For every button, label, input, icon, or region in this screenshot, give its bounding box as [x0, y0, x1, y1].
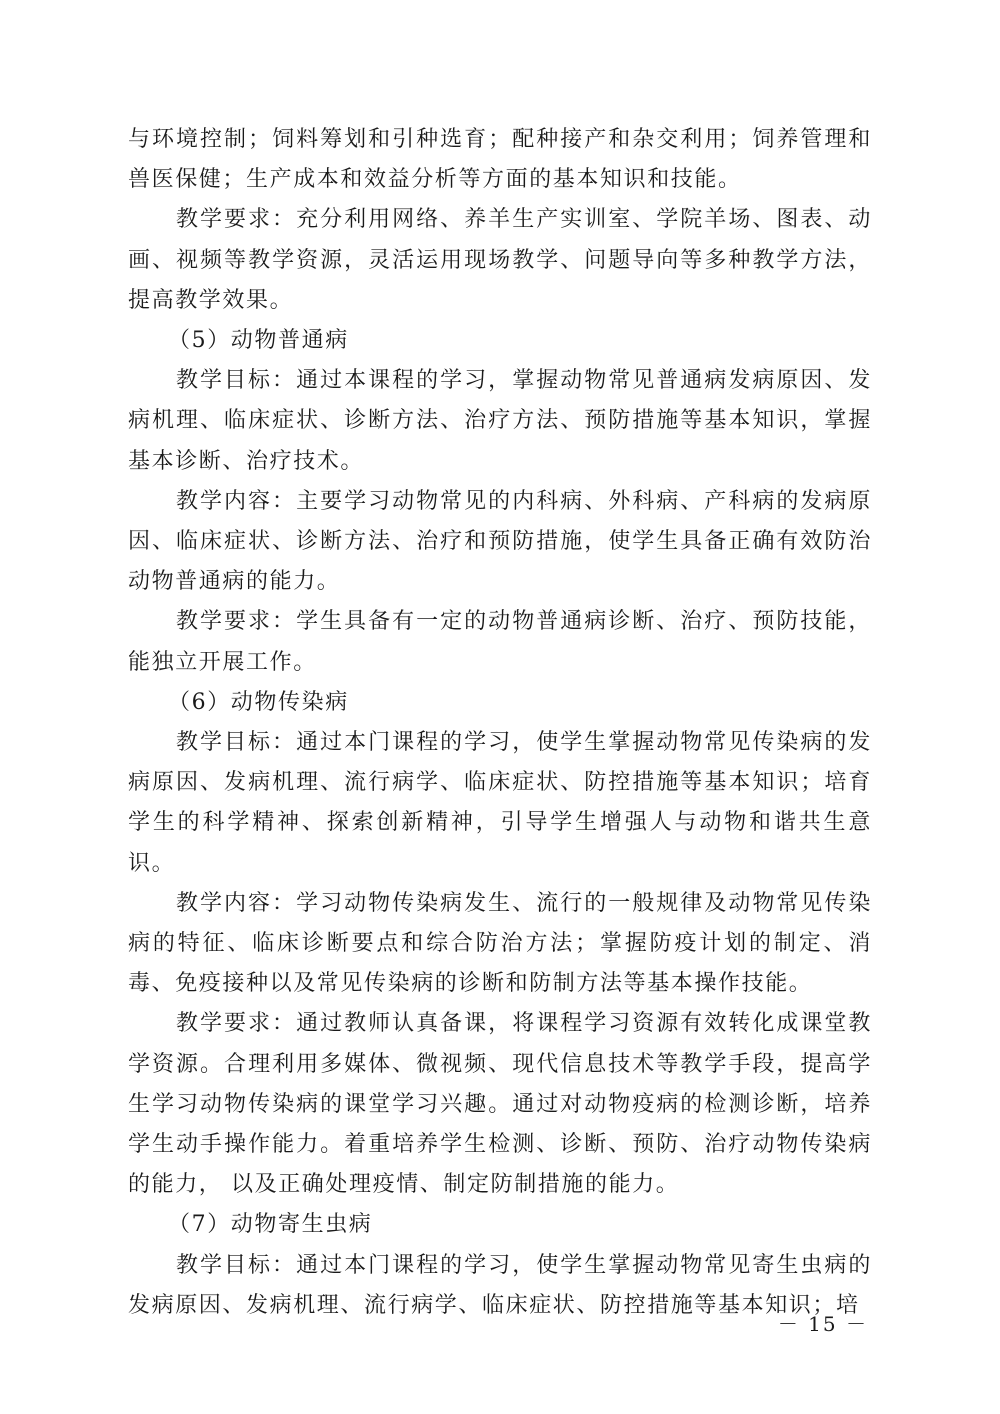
paragraph-teaching-goals: 教学目标：通过本门课程的学习，使学生掌握动物常见寄生虫病的发病原因、发病机理、流行病学、临床症状、防控措施等基本知识；培: [128, 1252, 872, 1318]
section-heading-6: （6）动物传染病: [168, 689, 349, 715]
paragraph-teaching-requirements: 教学要求：学生具备有一定的动物普通病诊断、治疗、预防技能，能独立开展工作。: [128, 609, 872, 675]
document-body: [128, 120, 872, 1326]
paragraph-teaching-goals: 教学目标：通过本课程的学习，掌握动物常见普通病发病原因、发病机理、临床症状、诊断方法、治疗方法、预防措施等基本知识，掌握基本诊断、治疗技术。: [128, 368, 872, 474]
section-heading-7: （7）动物寄生虫病: [168, 1212, 373, 1238]
paragraph-teaching-content: 教学内容：学习动物传染病发生、流行的一般规律及动物常见传染病的特征、临床诊断要点和综合防治方法；掌握防疫计划的制定、消毒、免疫接种以及常见传染病的诊断和防制方法等基本操作技能。: [128, 890, 872, 997]
paragraph-teaching-content: 教学内容：主要学习动物常见的内科病、外科病、产科病的发病原因、临床症状、诊断方法、治疗和预防措施，使学生具备正确有效防治动物普通病的能力。: [128, 488, 872, 595]
paragraph-teaching-requirements: 教学要求：充分利用网络、养羊生产实训室、学院羊场、图表、动画、视频等教学资源，灵活运用现场教学、问题导向等多种教学方法，提高教学效果。: [128, 207, 872, 313]
paragraph-continued: 与环境控制；饲料筹划和引种选育；配种接产和杂交利用；饲养管理和兽医保健；生产成本和效益分析等方面的基本知识和技能。: [128, 127, 872, 193]
paragraph-teaching-requirements: 教学要求：通过教师认真备课，将课程学习资源有效转化成课堂教学资源。合理利用多媒体、微视频、现代信息技术等教学手段，提高学生学习动物传染病的课堂学习兴趣。通过对动物疫病的检测诊断，培养学生动手操作能力。着重培养学生检测、诊断、预防、治疗动物传染病的能力， 以及正确处理疫情、制定防制措施的能力。: [128, 1011, 872, 1198]
paragraph-teaching-goals: 教学目标：通过本门课程的学习，使学生掌握动物常见传染病的发病原因、发病机理、流行病学、临床症状、防控措施等基本知识；培育学生的科学精神、探索创新精神，引导学生增强人与动物和谐共生意识。: [128, 730, 872, 876]
page-number: － 15 －: [777, 1312, 868, 1336]
section-heading-5: （5）动物普通病: [168, 328, 349, 354]
